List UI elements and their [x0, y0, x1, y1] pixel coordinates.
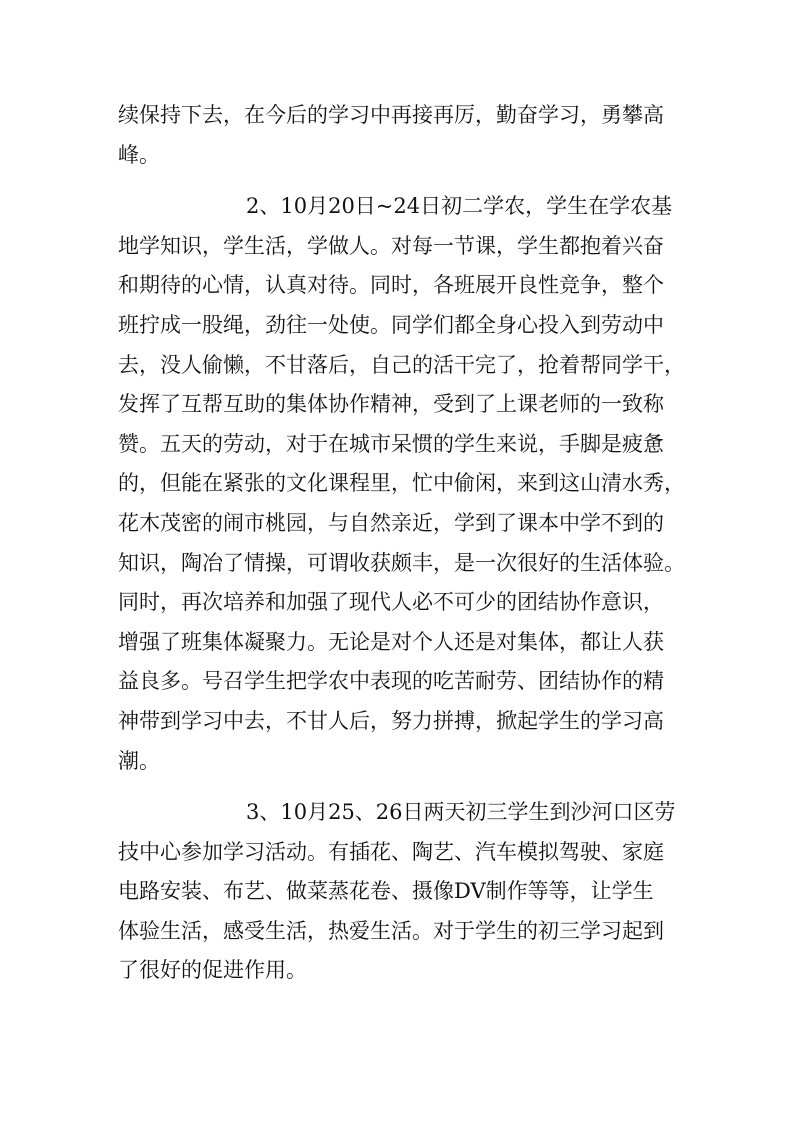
paragraph-1: [118, 96, 678, 175]
text-line: 3、10月25、26日两天初三学生到沙河口区劳: [246, 800, 676, 825]
text-line: 电路安装、布艺、做菜蒸花卷、摄像DV制作等等，让学生: [118, 879, 654, 904]
text-line: 体验生活，感受生活，热爱生活。对于学生的初三学习起到: [118, 918, 664, 943]
text-line: 班拧成一股绳，劲往一处使。同学们都全身心投入到劳动中: [118, 312, 664, 337]
text-line: 的，但能在紧张的文化课程里，忙中偷闲，来到这山清水秀，: [118, 471, 685, 496]
text-line: 去，没人偷懒，不甘落后，自己的活干完了，抢着帮同学干，: [118, 352, 685, 377]
text-line: 益良多。号召学生把学农中表现的吃苦耐劳、团结协作的精: [118, 669, 664, 694]
text-line: 潮。: [118, 748, 160, 773]
text-line: 赞。五天的劳动，对于在城市呆惯的学生来说，手脚是疲惫: [118, 431, 664, 456]
paragraph-3: [118, 793, 678, 991]
text-line: 2、10月20日~24日初二学农，学生在学农基: [246, 194, 673, 219]
text-line: 了很好的促进作用。: [118, 958, 307, 983]
text-line: 技中心参加学习活动。有插花、陶艺、汽车模拟驾驶、家庭: [118, 839, 664, 864]
text-line: 知识，陶冶了情操，可谓收获颇丰，是一次很好的生活体验。: [118, 550, 685, 575]
text-line: 续保持下去，在今后的学习中再接再厉，勤奋学习，勇攀高: [118, 103, 664, 127]
paragraph-2: [118, 187, 685, 781]
text-line: 地学知识，学生活，学做人。对每一节课，学生都抱着兴奋: [118, 233, 664, 258]
text-line: 增强了班集体凝聚力。无论是对个人还是对集体，都让人获: [118, 629, 664, 654]
text-line: 发挥了互帮互助的集体协作精神，受到了上课老师的一致称: [118, 392, 664, 417]
text-line: 和期待的心情，认真对待。同时，各班展开良性竞争，整个: [118, 273, 664, 298]
text-line: 同时，再次培养和加强了现代人必不可少的团结协作意识，: [118, 590, 664, 615]
text-line: 花木茂密的闹市桃园，与自然亲近，学到了课本中学不到的: [118, 510, 664, 535]
document-body: [118, 96, 685, 991]
text-line: 峰。: [118, 142, 160, 167]
text-line: 神带到学习中去，不甘人后，努力拼搏，掀起学生的学习高: [118, 708, 664, 733]
